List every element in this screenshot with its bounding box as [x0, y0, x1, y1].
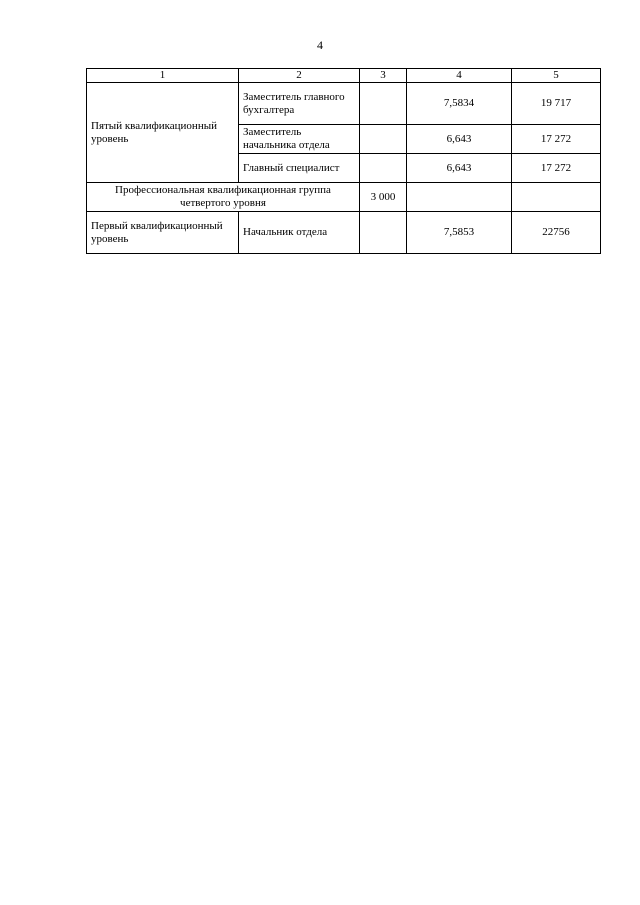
- page-number: 4: [317, 38, 323, 52]
- professional-group-title: Профессиональная квалификационная группа четвертого уровня: [87, 183, 360, 212]
- table-row: [87, 212, 601, 254]
- column-3-cell: [360, 125, 407, 154]
- column-header-2: 2: [239, 69, 360, 83]
- qualification-level-cell: Первый квалификационный уровень: [87, 212, 239, 254]
- column-header-1: 1: [87, 69, 239, 83]
- group-header-row: [87, 183, 601, 212]
- position-cell: Главный специалист: [239, 154, 360, 183]
- group-base-salary: 3 000: [360, 183, 407, 212]
- column-5-cell: [512, 183, 601, 212]
- table-row: [87, 83, 601, 125]
- table-header-row: [87, 69, 601, 83]
- qualification-level-cell: Пятый квалификационный уровень: [87, 83, 239, 183]
- column-3-cell: [360, 154, 407, 183]
- column-3-cell: [360, 83, 407, 125]
- coefficient-cell: 7,5853: [407, 212, 512, 254]
- column-header-3: 3: [360, 69, 407, 83]
- salary-cell: 19 717: [512, 83, 601, 125]
- coefficient-cell: 6,643: [407, 125, 512, 154]
- coefficient-cell: 7,5834: [407, 83, 512, 125]
- column-3-cell: [360, 212, 407, 254]
- position-cell: Заместитель начальника отдела: [239, 125, 360, 154]
- salary-cell: 17 272: [512, 154, 601, 183]
- salary-cell: 17 272: [512, 125, 601, 154]
- salary-cell: 22756: [512, 212, 601, 254]
- position-cell: Заместитель главного бухгалтера: [239, 83, 360, 125]
- position-cell: Начальник отдела: [239, 212, 360, 254]
- column-4-cell: [407, 183, 512, 212]
- coefficient-cell: 6,643: [407, 154, 512, 183]
- column-header-5: 5: [512, 69, 601, 83]
- column-header-4: 4: [407, 69, 512, 83]
- salary-table: [86, 68, 601, 254]
